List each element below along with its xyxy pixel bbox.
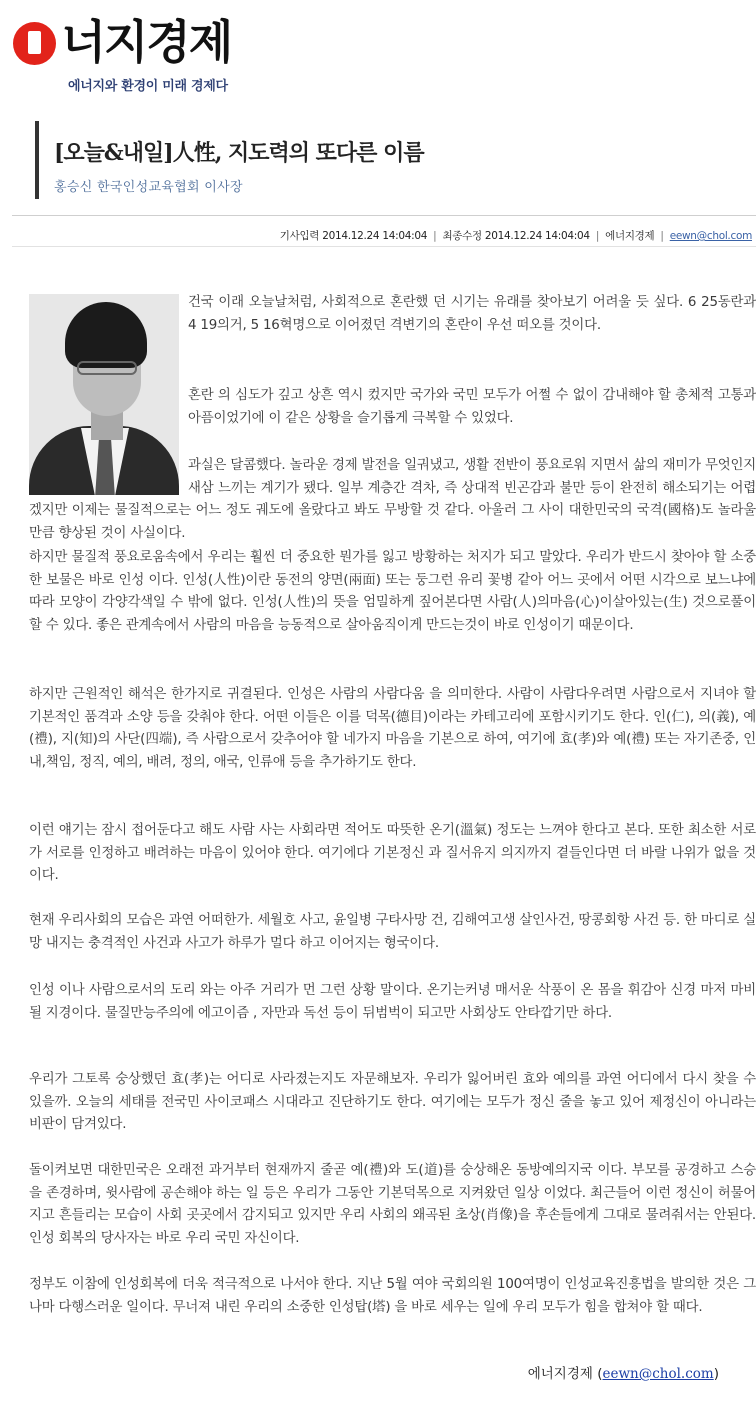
photo-float-spacer — [29, 455, 188, 493]
modified-label: 최종수정 — [442, 230, 482, 242]
footer-email-link[interactable]: eewn@chol.com — [602, 1366, 714, 1382]
article-paragraph: 하지만 물질적 풍요로움속에서 우리는 훨씬 더 중요한 뭔가를 잃고 방황하는 처지가 되고 말았다. 우리가 반드시 찾아야 할 소중한 보물은 바로 인성 이다. 인성(人性)이란 동전의 양면(兩面) 또는 둥그런 유리 꽃병 같아 어느 곳에서 어떤 시각으로 보느냐에 따라 모양이 각양각색일 수 밖에 없다. 인성(人性)의 뜻을 엄밀하게 짚어본다면 사람(人)의마음(心)이살아있는(生) 것으로풀이할 수 있다. 좋은 관계속에서 사람의 마음을 능동적으로 살아움직이게 만드는것이 바로 인성이기 때문이다. — [29, 550, 756, 633]
article-paragraph: 이런 얘기는 잠시 접어둔다고 해도 사람 사는 사회라면 적어도 따뜻한 온기(溫氣) 정도는 느껴야 한다고 본다. 또한 최소한 서로가 서로를 인정하고 배려하는 마음이 있어야 한다. 여기에다 기본정신 과 질서유지 의지까지 곁들인다면 더 바랄 나위가 없을 것이다. — [29, 823, 756, 883]
published-label: 기사입력 — [279, 230, 320, 242]
article-byline: 홍승신 한국인성교육협회 이사장 — [54, 180, 243, 195]
article-paragraph: 우리가 그토록 숭상했던 효(孝)는 어디로 사라졌는지도 자문해보자. 우리가 잃어버린 효와 예의를 과연 어디에서 다시 찾을 수 있을까. 오늘의 세태를 전국민 사이코패스 시대라고 진단하기도 한다. 여기에는 모두가 정신 줄을 놓고 있어 제정신이 아니라는 비판이 담겨있다. — [29, 1072, 756, 1132]
meta-separator: | — [660, 230, 664, 242]
article-footer: 에너지경제 (eewn@chol.com) — [527, 1366, 719, 1382]
modified-time: 2014.12.24 14:04:04 — [484, 230, 590, 242]
article-paragraph: 정부도 이참에 인성회복에 더욱 적극적으로 나서야 한다. 지난 5월 여야 국회의원 100여명이 인성교육진흥법을 발의한 것은 그나마 다행스러운 일이다. 무너져 내린 우리의 소중한 인성탑(塔) 을 바로 세우는 일에 우리 모두가 힘을 합쳐야 할 때다. — [29, 1277, 756, 1315]
paragraph-wrap — [29, 455, 756, 545]
title-accent-bar — [35, 121, 39, 199]
meta-email-link[interactable]: eewn@chol.com — [669, 230, 752, 242]
article-paragraph: 하지만 근원적인 해석은 한가지로 귀결된다. 인성은 사람의 사람다움 을 의미한다. 사람이 사람다우려면 사람으로서 지녀야 할 기본적인 품격과 소양 등을 갖춰야 한다. 어떤 이들은 이를 덕목(德目)이라는 카테고리에 포함시키기도 한다. 인(仁), 의(義), 예(禮), 지(知)의 사단(四端), 즉 사람으로서 갖추어야 할 네가지 마음을 기본으로 하여, 여기에 효(孝)와 예(禮) 또는 자기존중, 인내,책임, 정직, 예의, 배려, 정의, 애국, 인류애 등을 추가하기도 한다. — [29, 687, 756, 770]
divider — [12, 246, 756, 247]
article-paragraph: 돌이켜보면 대한민국은 오래전 과거부터 현재까지 줄곧 예(禮)와 도(道)를 숭상해온 동방예의지국 이다. 부모를 공경하고 스승을 존경하며, 윗사람에 공손해야 하는 일 등은 우리가 그동안 기본덕목으로 지켜왔던 일상 이었다. 최근들어 이런 정신이 허물어지고 흔들리는 모습이 사회 곳곳에서 감지되고 있지만 우리 사회의 왜곡된 초상(肖像)을 후손들에게 그대로 물려줘서는 안된다. 인성 회복의 당사자는 바로 우리 국민 자신이다. — [29, 1163, 756, 1246]
meta-separator: | — [595, 230, 600, 242]
article-paragraph: 현재 우리사회의 모습은 과연 어떠한가. 세월호 사고, 윤일병 구타사망 건, 김해여고생 살인사건, 땅콩회항 사건 등. 한 마디로 실망 내지는 충격적인 사건과 사고가 하루가 멀다 하고 이어지는 형국이다. — [29, 913, 756, 951]
meta-separator: | — [433, 230, 437, 242]
logo-wordmark: 너지경제 — [61, 15, 232, 69]
article-paragraph: 건국 이래 오늘날처럼, 사회적으로 혼란했 던 시기는 유래를 찾아보기 어려울 듯 싶다. 6 25동란과 4 19의거, 5 16혁명으로 이어졌던 격변기의 혼란이 우선 떠오를 것이다. — [188, 295, 756, 333]
article-title: [오늘&내일]人性, 지도력의 또다른 이름 — [54, 140, 424, 166]
published-time: 2014.12.24 14:04:04 — [322, 230, 428, 242]
site-slogan: 에너지와 환경이 미래 경제다 — [68, 79, 228, 94]
meta-outlet: 에너지경제 — [605, 230, 655, 242]
article-paragraph: 인성 이나 사람으로서의 도리 와는 아주 거리가 먼 그런 상황 말이다. 온기는커녕 매서운 삭풍이 온 몸을 휘감아 신경 마저 마비될 지경이다. 물질만능주의에 에고이즘 , 자만과 독선 등이 뒤범벅이 되고만 사회상도 안타깝기만 하다. — [29, 983, 756, 1021]
article-meta — [0, 228, 752, 243]
article-paragraph: 과실은 달콤했다. 놀라운 경제 발전을 일궈냈고, 생활 전반이 풍요로워 지면서 삶의 재미가 무엇인지 새삼 느끼는 계기가 됐다. 일부 계층간 격차, 즉 상대적 빈곤감과 불만 등이 완전히 해소되기는 어렵겠지만 이제는 물질적으로는 어느 정도 궤도에 올랐다고 봐도 무방할 것 같다. 아울러 그 사이 대한민국의 국격(國格)도 놀라울 만큼 향상된 것이 사실이다. — [29, 458, 756, 541]
footer-outlet: 에너지경제 — [527, 1366, 593, 1382]
divider — [12, 215, 756, 216]
article-paragraph: 혼란 의 심도가 깊고 상흔 역시 컸지만 국가와 국민 모두가 어쩔 수 없이 감내해야 할 총체적 고통과아픔이었기에 이 같은 상황을 슬기롭게 극복할 수 있었다. — [188, 388, 756, 426]
